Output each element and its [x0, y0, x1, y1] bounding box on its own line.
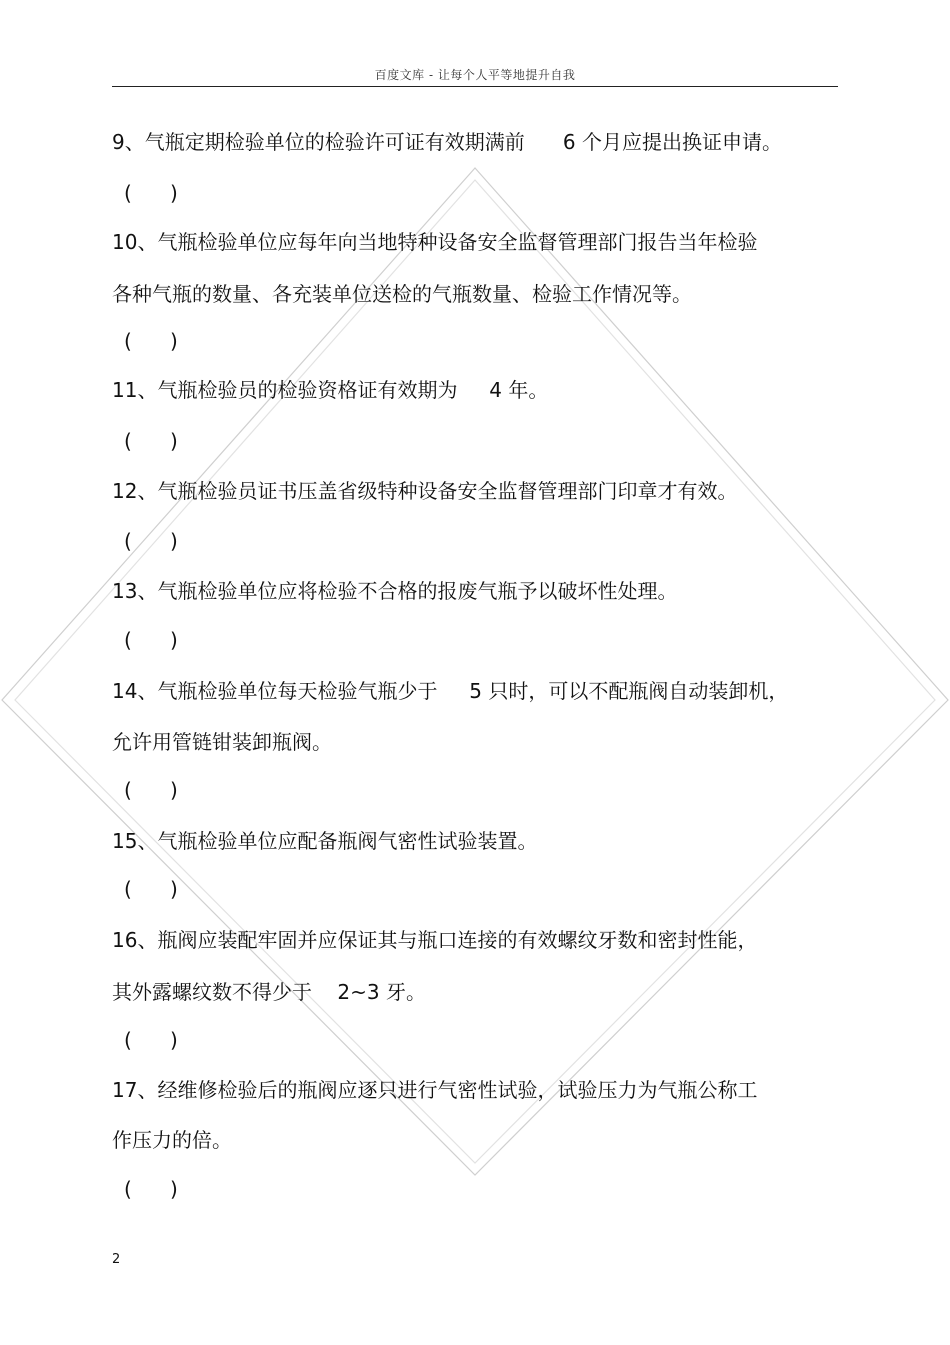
question-13-answer-blank[interactable]: ( ) — [124, 628, 178, 652]
page-number: 2 — [112, 1252, 121, 1267]
question-9-line-1: 9、气瓶定期检验单位的检验许可证有效期满前 6 个月应提出换证申请。 — [112, 130, 782, 154]
question-14-line-2: 允许用管链钳装卸瓶阀。 — [112, 730, 332, 754]
page-header: 百度文库 - 让每个人平等地提升自我 — [374, 68, 576, 82]
question-15-answer-blank[interactable]: ( ) — [124, 877, 178, 901]
question-17-line-2: 作压力的倍。 — [112, 1128, 232, 1152]
question-17-answer-blank[interactable]: ( ) — [124, 1177, 178, 1201]
question-13-line-1: 13、气瓶检验单位应将检验不合格的报废气瓶予以破坏性处理。 — [112, 579, 678, 603]
question-15-line-1: 15、气瓶检验单位应配备瓶阀气密性试验装置。 — [112, 829, 538, 853]
question-14-answer-blank[interactable]: ( ) — [124, 778, 178, 802]
question-11-answer-blank[interactable]: ( ) — [124, 429, 178, 453]
question-10-line-1: 10、气瓶检验单位应每年向当地特种设备安全监督管理部门报告当年检验 — [112, 230, 758, 254]
question-16-answer-blank[interactable]: ( ) — [124, 1028, 178, 1052]
question-12-answer-blank[interactable]: ( ) — [124, 529, 178, 553]
question-9-answer-blank[interactable]: ( ) — [124, 181, 178, 205]
question-10-line-2: 各种气瓶的数量、各充装单位送检的气瓶数量、检验工作情况等。 — [112, 282, 692, 306]
question-11-line-1: 11、气瓶检验员的检验资格证有效期为 4 年。 — [112, 378, 549, 402]
question-16-line-1: 16、瓶阀应装配牢固并应保证其与瓶口连接的有效螺纹牙数和密封性能， — [112, 928, 758, 952]
question-12-line-1: 12、气瓶检验员证书压盖省级特种设备安全监督管理部门印章才有效。 — [112, 479, 738, 503]
question-16-line-2: 其外露螺纹数不得少于 2~3 牙。 — [112, 980, 426, 1004]
header-divider — [112, 86, 838, 87]
question-17-line-1: 17、经维修检验后的瓶阀应逐只进行气密性试验，试验压力为气瓶公称工 — [112, 1078, 758, 1102]
question-14-line-1: 14、气瓶检验单位每天检验气瓶少于 5 只时，可以不配瓶阀自动装卸机， — [112, 679, 789, 703]
question-10-answer-blank[interactable]: ( ) — [124, 329, 178, 353]
